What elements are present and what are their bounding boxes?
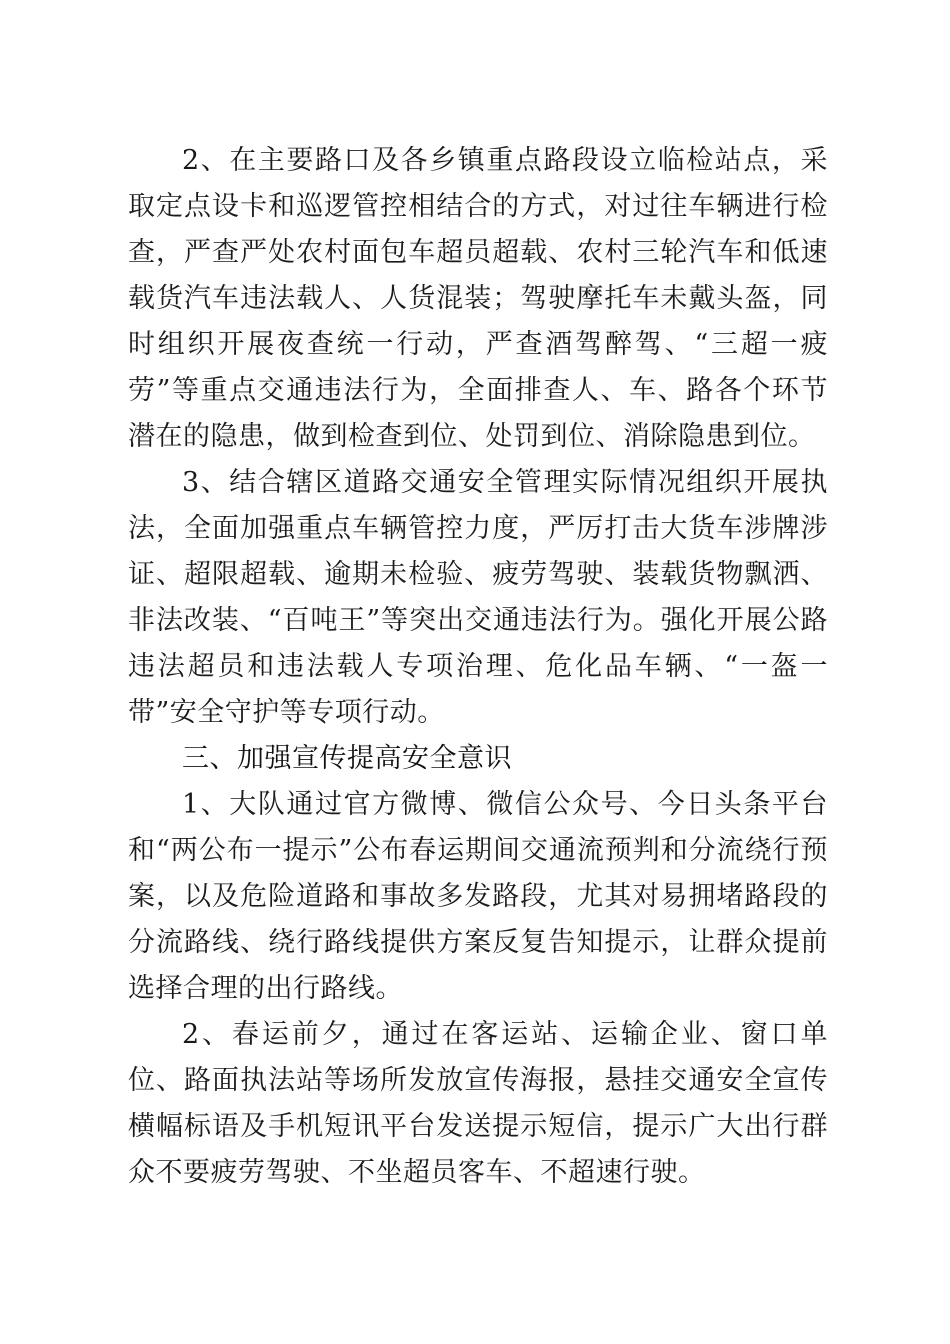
section-heading-publicity: 三、加强宣传提高安全意识 [182,743,512,774]
paragraph-poster-publicity: 2、春运前夕，通过在客运站、运输企业、窗口单位、路面执法站等场所发放宣传海报，悬挂交通安全宣传横幅标语及手机短讯平台发送提示短信，提示广大出行群众不要疲劳驾驶、不坐超员客车、不超速行驶。 [128,1019,828,1188]
paragraph-roadside-checkpoints: 2、在主要路口及各乡镇重点路段设立临检站点，采取定点设卡和巡逻管控相结合的方式，对过往车辆进行检查，严查严处农村面包车超员超载、农村三轮汽车和低速载货汽车违法载人、人货混装；驾驶摩托车未戴头盔，同时组织开展夜查统一行动，严查酒驾醉驾、“三超一疲劳”等重点交通违法行为，全面排查人、车、路各个环节潜在的隐患，做到检查到位、处罚到位、消除隐患到位。 [128,145,828,452]
paragraph-enforcement-actions: 3、结合辖区道路交通安全管理实际情况组织开展执法，全面加强重点车辆管控力度，严厉打击大货车涉牌涉证、超限超载、逾期未检验、疲劳驾驶、装载货物飘洒、非法改装、“百吨王”等突出交通违法行为。强化开展公路违法超员和违法载人专项治理、危化品车辆、“一盔一带”安全守护等专项行动。 [128,467,828,728]
paragraph-online-publicity: 1、大队通过官方微博、微信公众号、今日头条平台和“两公布一提示”公布春运期间交通流预判和分流绕行预案，以及危险道路和事故多发路段，尤其对易拥堵路段的分流路线、绕行路线提供方案反复告知提示，让群众提前选择合理的出行路线。 [128,789,828,1004]
document-body [128,138,828,1196]
